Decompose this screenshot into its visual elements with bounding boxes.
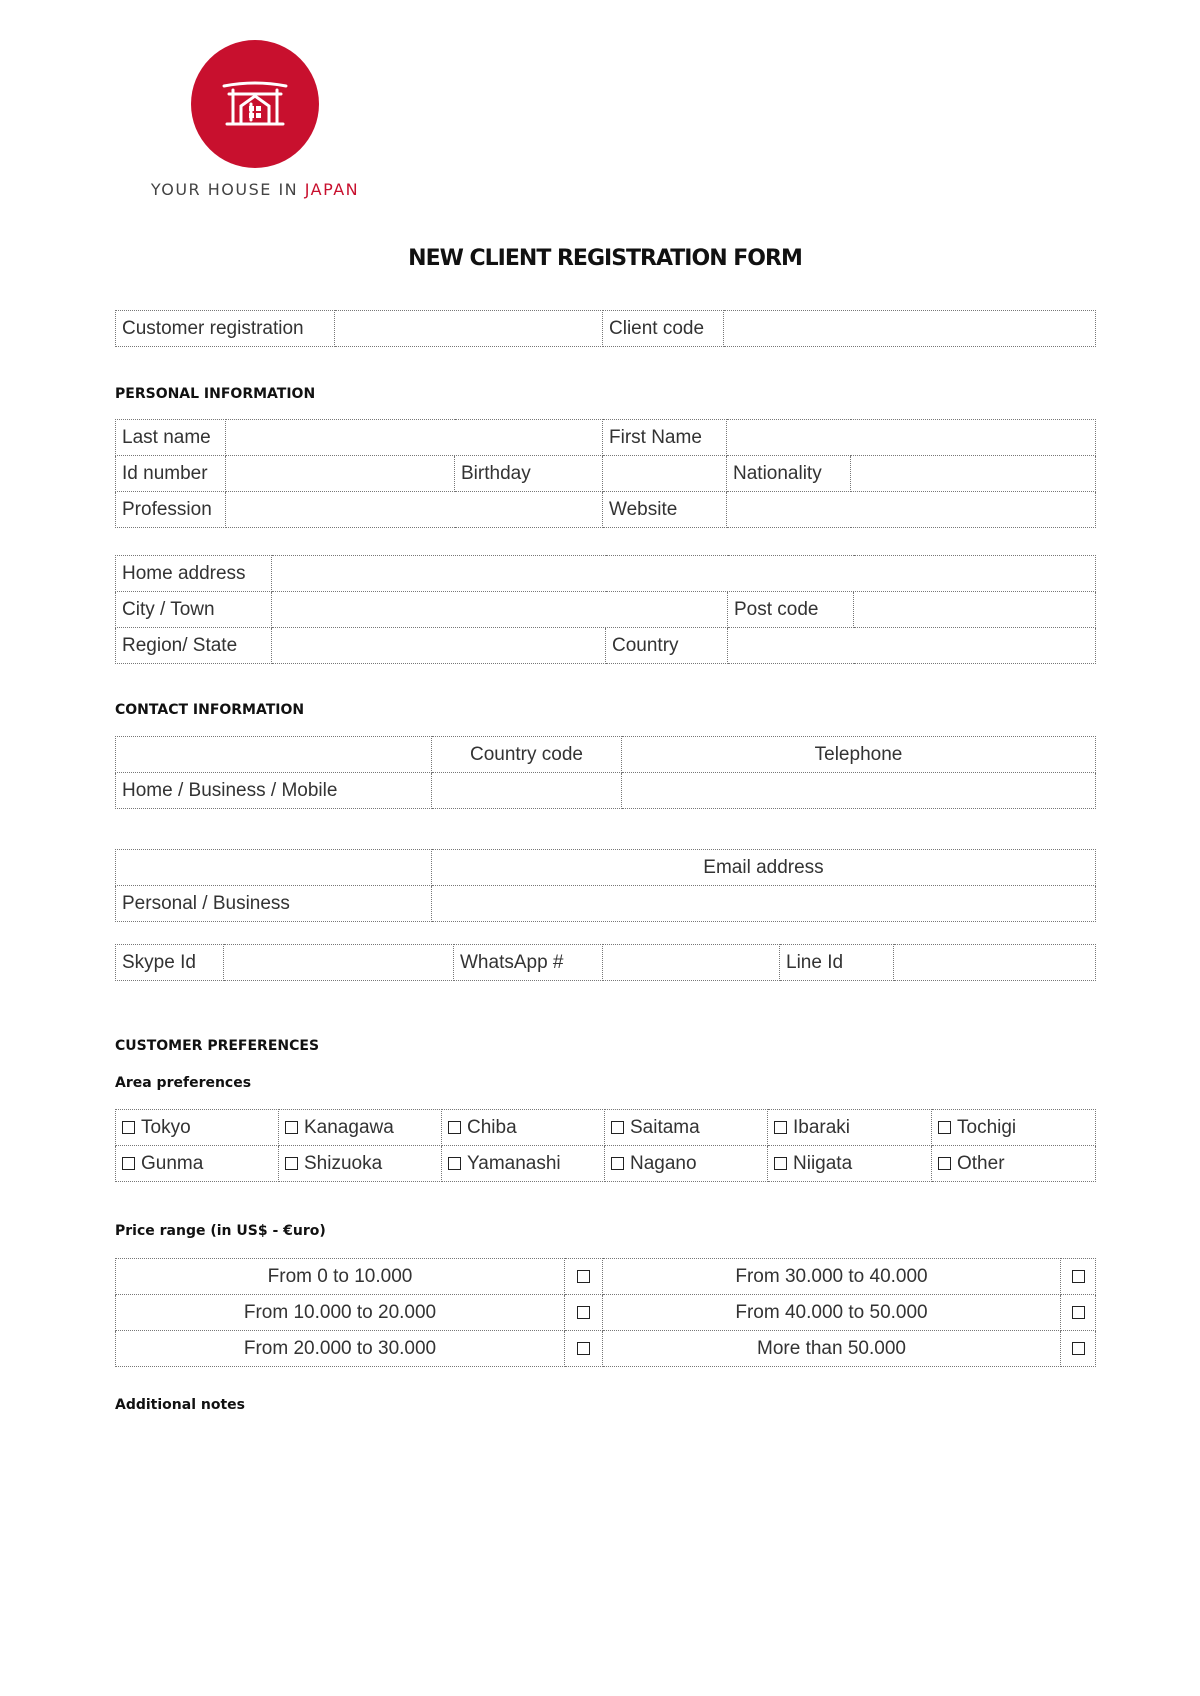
area-option[interactable]: Chiba xyxy=(442,1110,605,1146)
price-range-table xyxy=(115,1258,1096,1367)
client-code-label: Client code xyxy=(603,311,724,347)
line-id-label: Line Id xyxy=(780,945,894,981)
checkbox-icon[interactable] xyxy=(611,1157,624,1170)
price-option-checkbox[interactable] xyxy=(1061,1295,1096,1331)
id-number-label: Id number xyxy=(116,456,226,492)
skype-id-field[interactable] xyxy=(224,945,454,981)
price-option-checkbox[interactable] xyxy=(1061,1259,1096,1295)
home-address-label: Home address xyxy=(116,556,272,592)
customer-preferences-heading: CUSTOMER PREFERENCES xyxy=(115,1038,320,1054)
telephone-table xyxy=(115,736,1096,809)
phone-header-blank xyxy=(116,737,432,773)
contact-information-heading: CONTACT INFORMATION xyxy=(115,702,305,718)
email-address-field[interactable] xyxy=(432,886,1096,922)
last-name-field[interactable] xyxy=(226,420,603,456)
price-option-checkbox[interactable] xyxy=(1061,1331,1096,1367)
website-field[interactable] xyxy=(727,492,1096,528)
messaging-table xyxy=(115,944,1096,981)
registration-table xyxy=(115,310,1096,347)
area-option[interactable]: Niigata xyxy=(768,1146,932,1182)
first-name-label: First Name xyxy=(603,420,727,456)
client-code-field[interactable] xyxy=(724,311,1096,347)
price-option-label: From 40.000 to 50.000 xyxy=(603,1295,1061,1331)
personal-information-heading: PERSONAL INFORMATION xyxy=(115,386,316,402)
price-option-label: From 30.000 to 40.000 xyxy=(603,1259,1061,1295)
country-code-field[interactable] xyxy=(432,773,622,809)
logo-wordmark: YOUR HOUSE IN JAPAN xyxy=(150,180,360,199)
personal-info-table xyxy=(115,419,1096,528)
area-preferences-heading: Area preferences xyxy=(115,1075,252,1091)
skype-id-label: Skype Id xyxy=(116,945,224,981)
checkbox-icon[interactable] xyxy=(448,1121,461,1134)
country-field[interactable] xyxy=(728,628,1096,664)
nationality-field[interactable] xyxy=(851,456,1096,492)
whatsapp-field[interactable] xyxy=(603,945,780,981)
checkbox-icon[interactable] xyxy=(577,1270,590,1283)
city-town-field[interactable] xyxy=(272,592,728,628)
email-header-blank xyxy=(116,850,432,886)
line-id-field[interactable] xyxy=(894,945,1096,981)
checkbox-icon[interactable] xyxy=(774,1157,787,1170)
checkbox-icon[interactable] xyxy=(285,1157,298,1170)
checkbox-icon[interactable] xyxy=(285,1121,298,1134)
checkbox-icon[interactable] xyxy=(448,1157,461,1170)
price-option-checkbox[interactable] xyxy=(565,1259,603,1295)
first-name-field[interactable] xyxy=(727,420,1096,456)
home-address-field[interactable] xyxy=(272,556,1096,592)
telephone-header: Telephone xyxy=(622,737,1096,773)
price-range-heading: Price range (in US$ - €uro) xyxy=(115,1223,326,1239)
area-option[interactable]: Other xyxy=(932,1146,1096,1182)
house-torii-icon xyxy=(191,40,319,168)
whatsapp-label: WhatsApp # xyxy=(454,945,603,981)
checkbox-icon[interactable] xyxy=(1072,1270,1085,1283)
checkbox-icon[interactable] xyxy=(938,1121,951,1134)
id-number-field[interactable] xyxy=(226,456,455,492)
price-option-label: More than 50.000 xyxy=(603,1331,1061,1367)
country-label: Country xyxy=(606,628,728,664)
area-option[interactable]: Kanagawa xyxy=(279,1110,442,1146)
customer-registration-label: Customer registration xyxy=(116,311,335,347)
price-option-checkbox[interactable] xyxy=(565,1295,603,1331)
post-code-field[interactable] xyxy=(854,592,1096,628)
telephone-field[interactable] xyxy=(622,773,1096,809)
email-type-label: Personal / Business xyxy=(116,886,432,922)
area-option[interactable]: Tochigi xyxy=(932,1110,1096,1146)
additional-notes-heading: Additional notes xyxy=(115,1397,245,1413)
area-option[interactable]: Ibaraki xyxy=(768,1110,932,1146)
checkbox-icon[interactable] xyxy=(122,1121,135,1134)
birthday-field[interactable] xyxy=(603,456,727,492)
checkbox-icon[interactable] xyxy=(774,1121,787,1134)
country-code-header: Country code xyxy=(432,737,622,773)
price-option-label: From 0 to 10.000 xyxy=(116,1259,565,1295)
nationality-label: Nationality xyxy=(727,456,851,492)
area-option[interactable]: Nagano xyxy=(605,1146,768,1182)
company-logo xyxy=(150,38,380,208)
profession-label: Profession xyxy=(116,492,226,528)
post-code-label: Post code xyxy=(728,592,854,628)
area-preferences-table xyxy=(115,1109,1096,1182)
website-label: Website xyxy=(603,492,727,528)
region-state-field[interactable] xyxy=(272,628,606,664)
price-option-label: From 20.000 to 30.000 xyxy=(116,1331,565,1367)
area-option[interactable]: Shizuoka xyxy=(279,1146,442,1182)
email-table xyxy=(115,849,1096,922)
form-title: NEW CLIENT REGISTRATION FORM xyxy=(408,246,802,271)
customer-registration-field[interactable] xyxy=(335,311,603,347)
area-option[interactable]: Tokyo xyxy=(116,1110,279,1146)
price-option-checkbox[interactable] xyxy=(565,1331,603,1367)
profession-field[interactable] xyxy=(226,492,603,528)
area-option[interactable]: Yamanashi xyxy=(442,1146,605,1182)
checkbox-icon[interactable] xyxy=(122,1157,135,1170)
email-address-header: Email address xyxy=(432,850,1096,886)
phone-type-label: Home / Business / Mobile xyxy=(116,773,432,809)
birthday-label: Birthday xyxy=(455,456,603,492)
checkbox-icon[interactable] xyxy=(611,1121,624,1134)
area-option[interactable]: Saitama xyxy=(605,1110,768,1146)
checkbox-icon[interactable] xyxy=(1072,1306,1085,1319)
last-name-label: Last name xyxy=(116,420,226,456)
checkbox-icon[interactable] xyxy=(938,1157,951,1170)
area-option[interactable]: Gunma xyxy=(116,1146,279,1182)
price-option-label: From 10.000 to 20.000 xyxy=(116,1295,565,1331)
city-town-label: City / Town xyxy=(116,592,272,628)
checkbox-icon[interactable] xyxy=(1072,1342,1085,1355)
checkbox-icon[interactable] xyxy=(577,1342,590,1355)
address-table xyxy=(115,555,1096,664)
checkbox-icon[interactable] xyxy=(577,1306,590,1319)
region-state-label: Region/ State xyxy=(116,628,272,664)
